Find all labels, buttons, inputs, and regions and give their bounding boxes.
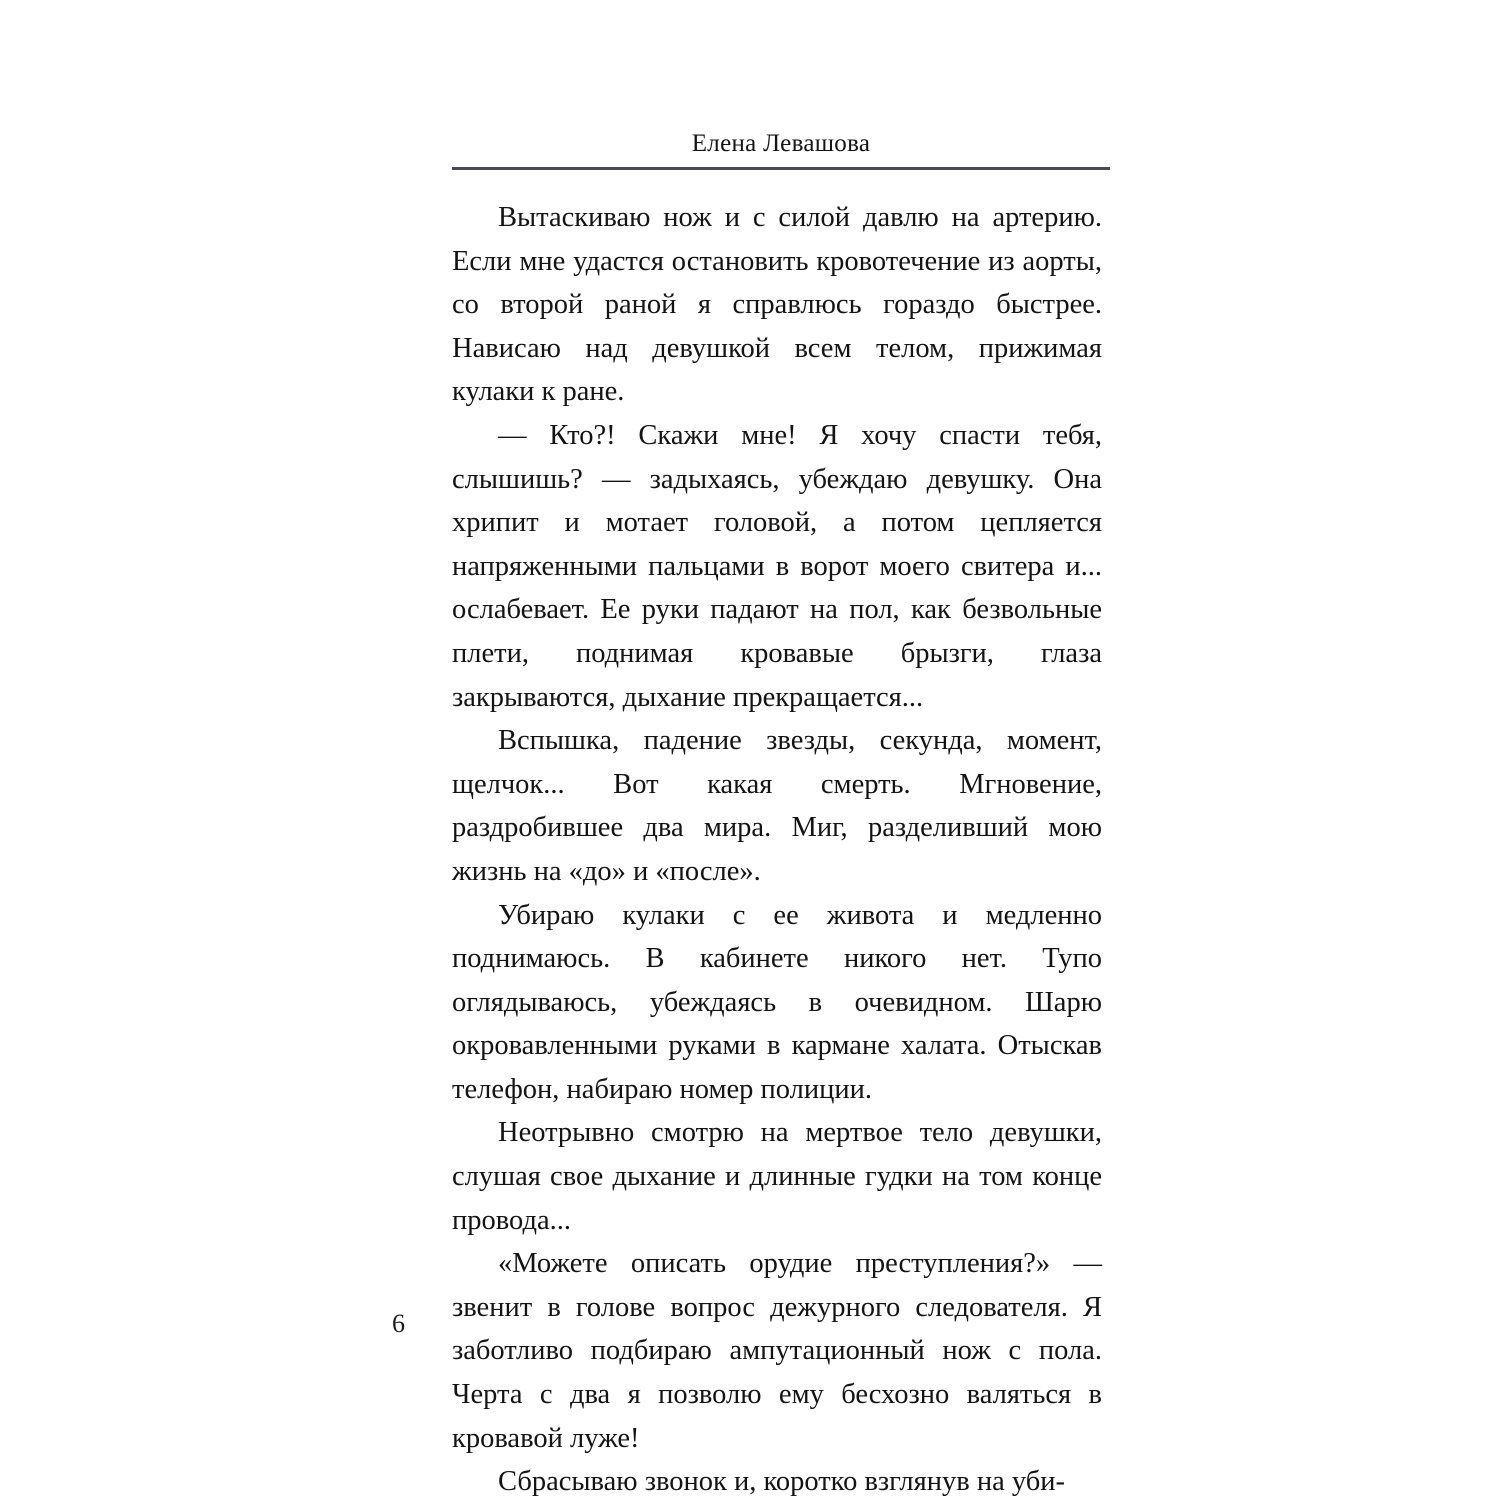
page-number: 6 bbox=[392, 1309, 405, 1338]
paragraph: Убираю кулаки с ее живота и медленно поднимаюсь. В кабинете никого нет. Тупо оглядываюсь, убеждаясь в очевидном. Шарю окровавленными руками в кармане халата. Отыскав телефон, набираю номер полиции. bbox=[452, 899, 1102, 1105]
paragraph: Неотрывно смотрю на мертвое тело девушки, слушая свое дыхание и длинные гудки на том конце провода... bbox=[452, 1117, 1102, 1236]
page-body-text bbox=[452, 196, 1102, 1504]
paragraph: «Можете описать орудие преступления?» — звенит в голове вопрос дежурного следователя. Я заботливо подбираю ампутационный нож с пола. Черта с два я позволю ему бесхозно валяться в кровавой луже! bbox=[452, 1248, 1102, 1454]
paragraph: Вытаскиваю нож и с силой давлю на артерию. Если мне удастся остановить кровотечение из аорты, со второй раной я справлюсь гораздо быстрее. Нависаю над девушкой всем телом, прижимая кулаки к ране. bbox=[452, 202, 1102, 408]
running-header-author: Елена Левашова bbox=[691, 130, 871, 157]
paragraph: — Кто?! Скажи мне! Я хочу спасти тебя, слышишь? — задыхаясь, убеждаю девушку. Она хрипит и мотает головой, а потом цепляется напряженными пальцами в ворот моего свитера и... ослабевает. Ее руки падают на пол, как безвольные плети, поднимая кровавые брызги, глаза закрываются, дыхание прекращается... bbox=[452, 419, 1102, 713]
paragraph: Сбрасываю звонок и, коротко взглянув на уби- bbox=[498, 1466, 1065, 1498]
paragraph: Вспышка, падение звезды, секунда, момент, щелчок... Вот какая смерть. Мгновение, раздробившее два мира. Миг, разделивший мою жизнь на «до» и «после». bbox=[452, 725, 1102, 887]
header-divider-rule bbox=[452, 167, 1110, 170]
